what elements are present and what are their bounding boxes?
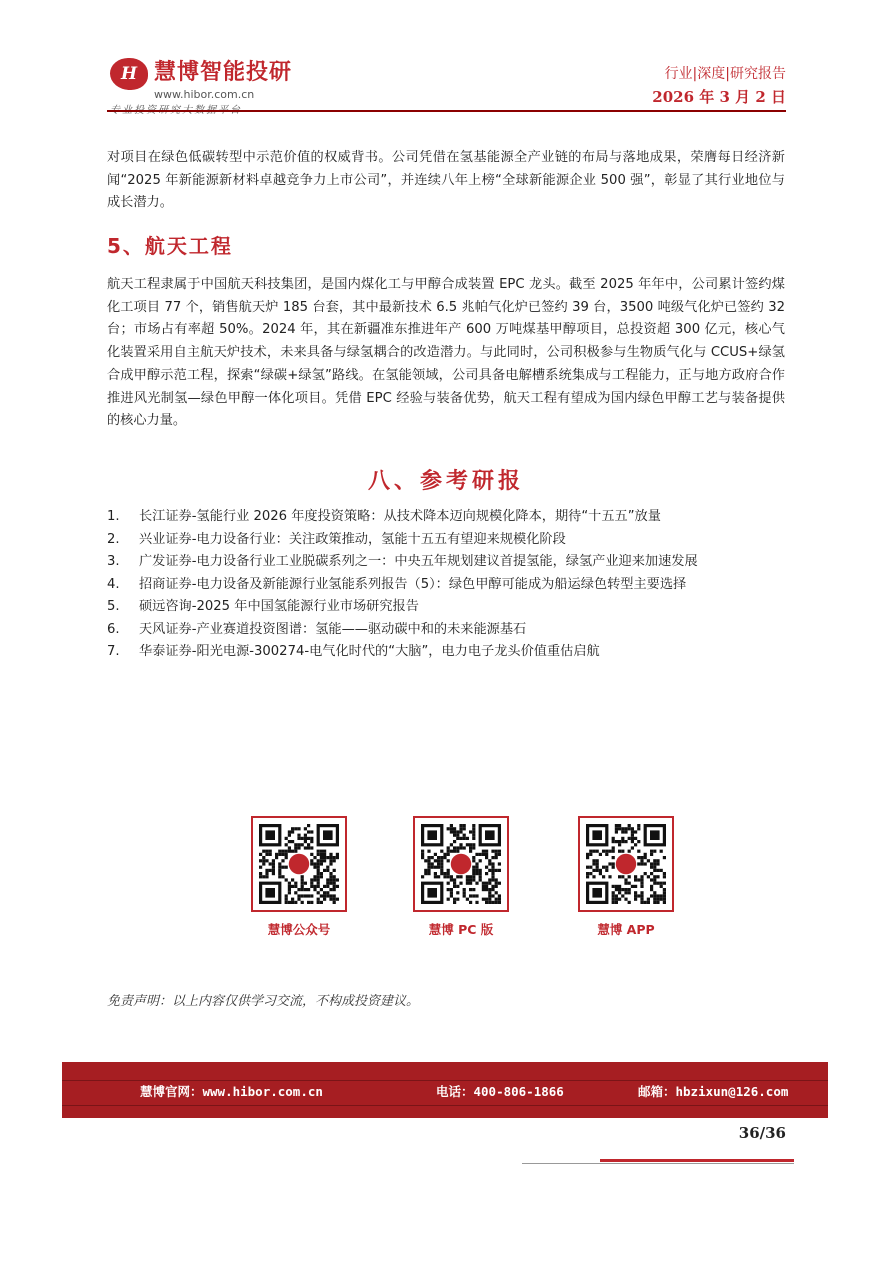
header-meta [652, 64, 786, 108]
header-divider [107, 110, 786, 112]
intro-paragraph: 对项目在绿色低碳转型中示范价值的权威背书。公司凭借在氢基能源全产业链的布局与落地成果，荣膺每日经济新闻“2025 年新能源新材料卓越竞争力上市公司”，并连续八年上榜“全球新能源企业 500 强”，彰显了其行业地位与成长潜力。 [107, 150, 785, 211]
report-category: 行业|深度|研究报告 [664, 66, 786, 82]
footer-website[interactable]: 慧博官网：www.hibor.com.cn [140, 1084, 323, 1099]
section-8-title: 八、参考研报 [367, 468, 524, 494]
reference-item: 4. 招商证券-电力设备及新能源行业氢能系列报告（5）：绿色甲醇可能成为船运绿色转型主要选择 [107, 576, 687, 592]
footer-email[interactable]: 邮箱：hbzixun@126.com [638, 1084, 789, 1099]
qr-caption: 慧博公众号 [267, 922, 331, 937]
section-5-title: 5、航天工程 [107, 234, 233, 258]
disclaimer: 免责声明：以上内容仅供学习交流，不构成投资建议。 [107, 994, 420, 1009]
qr-code-icon[interactable] [413, 816, 509, 912]
logo-slogan [110, 101, 242, 116]
reference-item: 5. 硕远咨询-2025 年中国氢能源行业市场研究报告 [107, 599, 419, 614]
qr-wechat[interactable] [251, 816, 347, 938]
qr-caption: 慧博 PC 版 [428, 922, 494, 937]
footer-rule [600, 1159, 794, 1162]
logo [110, 56, 410, 112]
logo-name: 慧博智能投研 [154, 60, 293, 85]
qr-caption: 慧博 APP [597, 922, 655, 937]
report-date: 2026 年 3 月 2 日 [652, 88, 786, 106]
page-number: 36/36 [738, 1124, 786, 1142]
logo-url: www.hibor.com.cn [154, 88, 255, 101]
reference-item: 6. 天风证券-产业赛道投资图谱：氢能——驱动碳中和的未来能源基石 [107, 621, 527, 637]
reference-item: 1. 长江证券-氢能行业 2026 年度投资策略：从技术降本迈向规模化降本，期待“十五五”放量 [107, 509, 661, 524]
footer-phone: 电话：400-806-1866 [436, 1084, 564, 1099]
reference-item: 7. 华泰证券-阳光电源-300274-电气化时代的“大脑”，电力电子龙头价值重估启航 [107, 644, 600, 659]
qr-app[interactable] [578, 816, 674, 938]
reference-item: 3. 广发证券-电力设备行业工业脱碳系列之一：中央五年规划建议首提氢能，绿氢产业迎来加速发展 [107, 554, 698, 569]
qr-pc[interactable] [413, 816, 509, 938]
qr-code-icon[interactable] [578, 816, 674, 912]
logo-mark-icon: H [110, 58, 148, 90]
reference-item: 2. 兴业证券-电力设备行业：关注政策推动，氢能十五五有望迎来规模化阶段 [107, 531, 566, 547]
section-5-body: 航天工程隶属于中国航天科技集团，是国内煤化工与甲醇合成装置 EPC 龙头。截至 2025 年年中，公司累计签约煤化工项目 77 个，销售航天炉 185 台套，其中最新技术 6.5 兆帕气化炉已签约 39 台，3500 吨级气化炉已签约 32 台；市场占有率超 50%。2024 年，其在新疆准东推进年产 600 万吨煤基甲醇项目，总投资超 300 亿元，核心气化装置采用自主航天炉技术，未来具备与绿氢耦合的改造潜力。与此同时，公司积极参与生物质气化与 CCUS+绿氢合成甲醇示范工程，探索“绿碳+绿氢”路线。在氢能领域，公司具备电解槽系统集成与工程能力，正与地方政府合作推进风光制氢—绿色甲醇一体化项目。凭借 EPC 经验与装备优势，航天工程有望成为国内绿色甲醇工艺与装备提供的核心力量。 [107, 277, 785, 429]
qr-code-icon[interactable] [251, 816, 347, 912]
footer-rule [522, 1163, 794, 1164]
reference-list [107, 506, 797, 664]
